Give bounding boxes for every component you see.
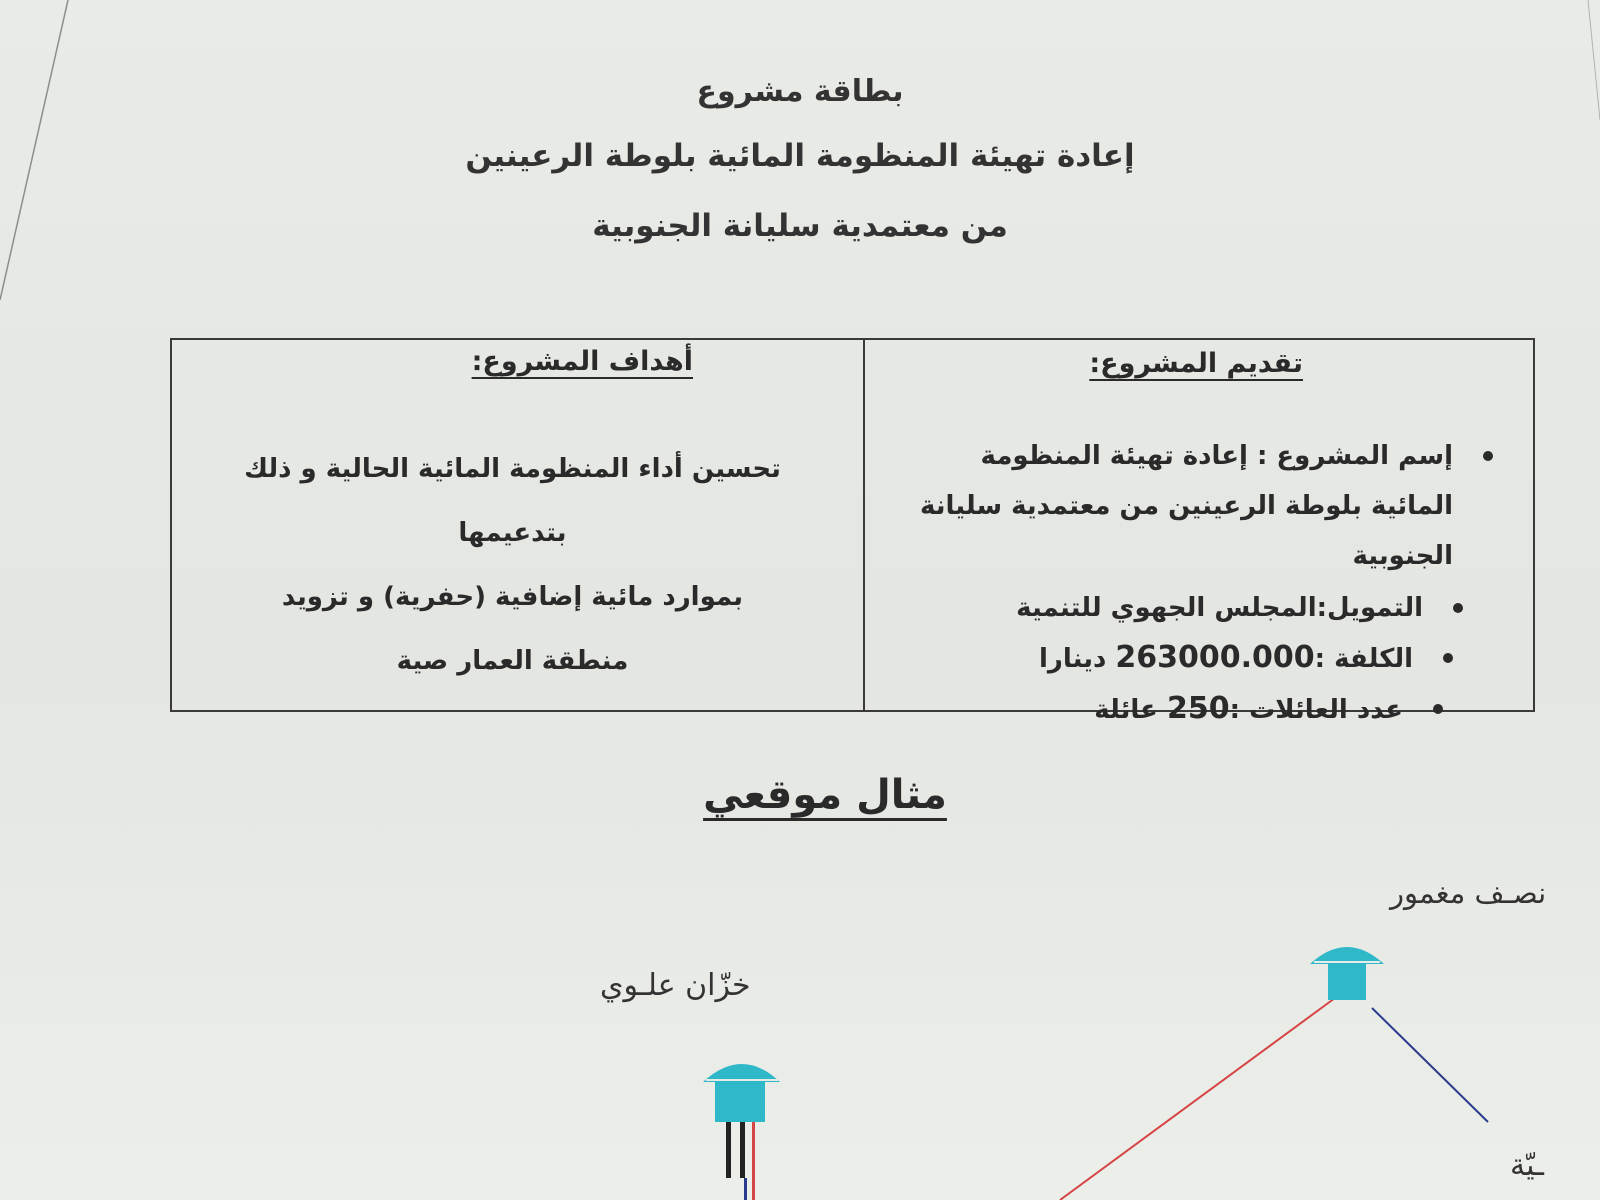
site-plan-title: مثال موقعي xyxy=(703,772,947,818)
goals-line: بتدعيمها xyxy=(458,518,567,548)
upper-tank-icon xyxy=(703,1064,780,1200)
cost-value: 263000.000 xyxy=(1115,640,1315,675)
delegation-heading: من معتمدية سليانة الجنوبية xyxy=(592,208,1008,244)
families-label: عدد العائلات : xyxy=(1229,695,1403,725)
goals-heading: أهداف المشروع: xyxy=(471,346,693,377)
cut-off-label: ـيّة xyxy=(1510,1148,1544,1183)
half-buried-tank-icon xyxy=(1310,947,1384,1000)
goals-line: تحسين أداء المنظومة المائية الحالية و ذلك xyxy=(244,454,781,484)
families-value: 250 xyxy=(1167,691,1230,726)
families-unit: عائلة xyxy=(1094,695,1158,725)
intro-heading: تقديم المشروع: xyxy=(1089,348,1303,379)
goals-line: منطقة العمار صية xyxy=(396,646,629,676)
blue-pipe-line xyxy=(1372,1008,1488,1122)
goals-line: بموارد مائية إضافية (حفرية) و تزويد xyxy=(281,582,744,612)
half-buried-tank-label: نصـف مغمور xyxy=(1390,876,1547,910)
card-title: بطاقة مشروع xyxy=(696,74,904,109)
upper-tank-label: خزّان علـوي xyxy=(600,968,751,1003)
funding-text: التمويل:المجلس الجهوي للتنمية xyxy=(1016,593,1423,623)
project-name-text: إسم المشروع : إعادة تهيئة المنظومة المائية بلوطة الرعينين من معتمدية سليانة الجنوبية xyxy=(920,441,1453,571)
red-pipe-line xyxy=(1060,998,1335,1200)
project-name-heading: إعادة تهيئة المنظومة المائية بلوطة الرعينين xyxy=(465,138,1135,174)
cost-label: الكلفة : xyxy=(1314,644,1413,674)
cost-unit: دينارا xyxy=(1038,644,1107,674)
